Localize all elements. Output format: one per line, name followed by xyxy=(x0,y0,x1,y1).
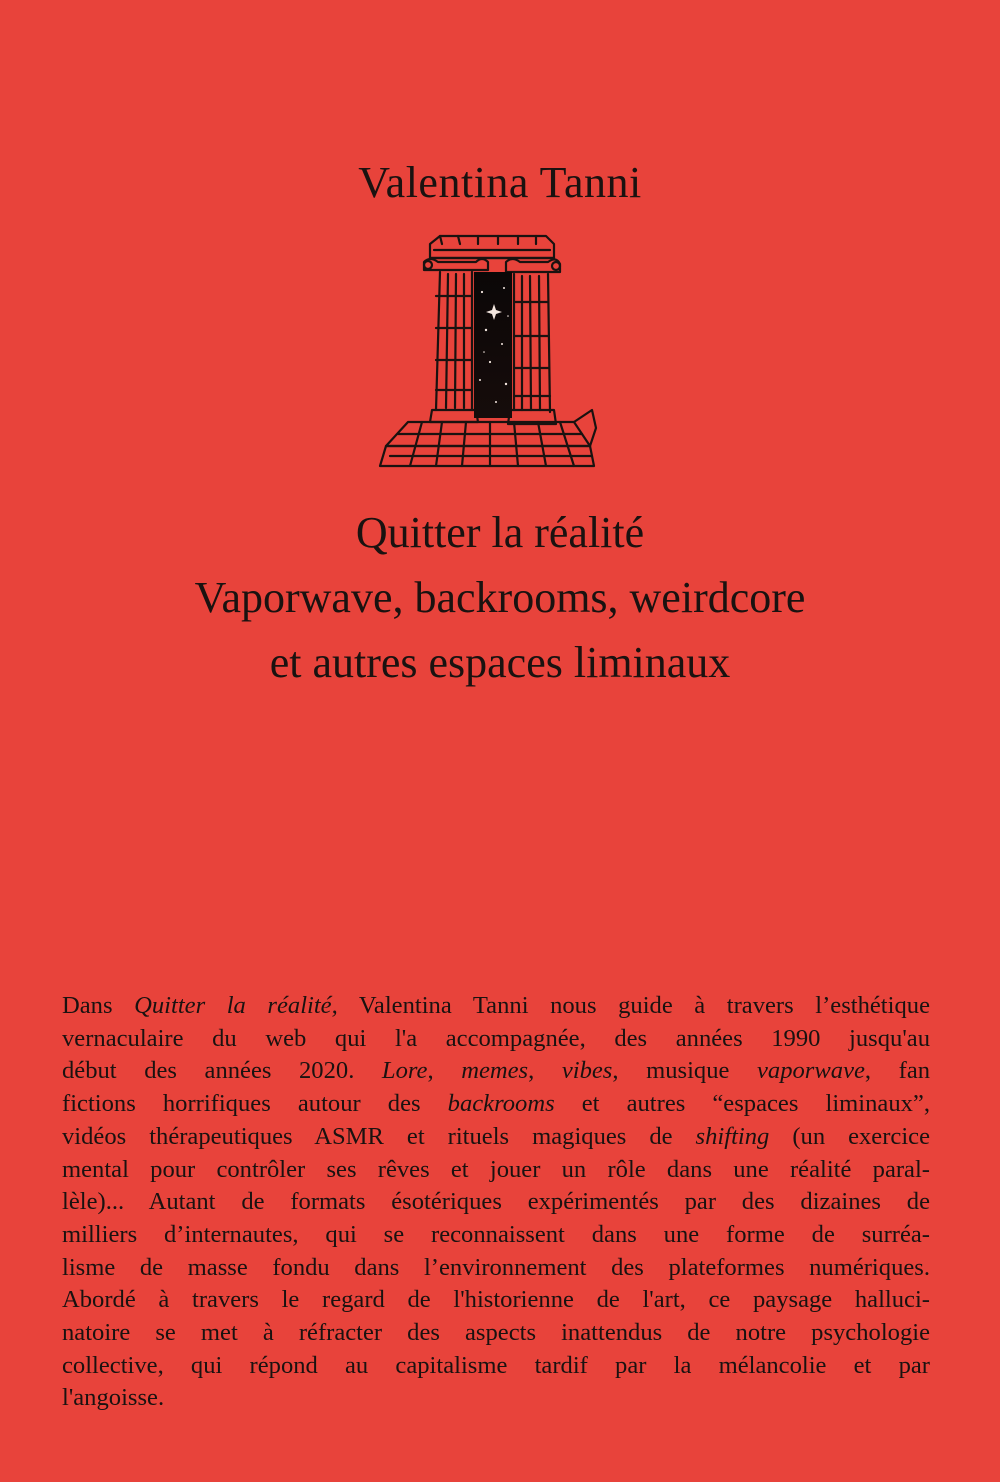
blurb-italic-text: Quitter la réalité, xyxy=(134,992,338,1019)
blurb-line xyxy=(62,1219,930,1252)
blurb-text: , fan xyxy=(864,1057,931,1085)
blurb-line xyxy=(62,1023,930,1056)
blurb-text: fictions horrifiques autour des xyxy=(62,1090,448,1118)
blurb-text: , musique xyxy=(612,1057,757,1085)
subtitle-line: et autres espaces liminaux xyxy=(269,638,731,687)
blurb-text: Abordé à travers le regard de l'historienne de l'art, ce paysage halluci- xyxy=(62,1286,930,1314)
blurb-text: (un exercice xyxy=(769,1122,930,1150)
title-line: Quitter la réalité xyxy=(355,508,645,557)
blurb-line xyxy=(62,1317,930,1350)
blurb-text: l'angoisse. xyxy=(62,1384,165,1412)
blurb-text: vernaculaire du web qui l'a accompagnée, des années 1990 jusqu'au xyxy=(62,1024,930,1052)
blurb-text: collective, qui répond au capitalisme tardif par la mélancolie et par xyxy=(62,1351,930,1379)
blurb-text: Valentina Tanni nous guide à travers l’esthétique xyxy=(337,992,930,1019)
blurb-text: lisme de masse fondu dans l’environnement des plateformes numériques. xyxy=(62,1253,930,1281)
blurb-line xyxy=(62,1350,930,1383)
blurb-line xyxy=(62,1284,930,1317)
blurb-italic-text: vibes xyxy=(561,1057,613,1085)
blurb-text: , xyxy=(528,1057,562,1085)
blurb-text: , xyxy=(427,1057,462,1085)
subtitle-line: Vaporwave, backrooms, weirdcore xyxy=(194,573,806,622)
blurb-italic-text: vaporwave xyxy=(757,1057,865,1085)
book-title xyxy=(0,500,1000,695)
blurb-text: début des années 2020. xyxy=(62,1057,382,1085)
blurb-line xyxy=(62,990,930,1023)
temple-portal-icon xyxy=(378,232,598,472)
blurb-text: et autres “espaces liminaux”, xyxy=(554,1090,930,1118)
author-name: Valentina Tanni xyxy=(358,158,642,207)
blurb-text: lèle)... Autant de formats ésotériques expérimentés par des dizaines de xyxy=(62,1188,930,1216)
blurb-italic-text: memes xyxy=(461,1057,529,1085)
blurb-italic-text: Lore xyxy=(381,1057,428,1085)
blurb-line xyxy=(62,1121,930,1154)
blurb-text: vidéos thérapeutiques ASMR et rituels magiques de xyxy=(62,1122,696,1150)
blurb-line xyxy=(62,1055,930,1088)
blurb-text: mental pour contrôler ses rêves et jouer un rôle dans une réalité paral- xyxy=(62,1155,930,1183)
blurb-italic-text: backrooms xyxy=(447,1090,555,1118)
blurb-italic-text: shifting xyxy=(695,1122,770,1150)
back-cover-blurb xyxy=(62,990,930,1415)
blurb-line xyxy=(62,1088,930,1121)
blurb-text: milliers d’internautes, qui se reconnaissent dans une forme de surréa- xyxy=(62,1220,930,1248)
blurb-line xyxy=(62,1186,930,1219)
blurb-text: natoire se met à réfracter des aspects inattendus de notre psychologie xyxy=(62,1319,930,1347)
blurb-text: Dans xyxy=(62,992,135,1019)
blurb-line xyxy=(62,1154,930,1187)
blurb-line xyxy=(62,1382,930,1415)
blurb-line xyxy=(62,1252,930,1285)
